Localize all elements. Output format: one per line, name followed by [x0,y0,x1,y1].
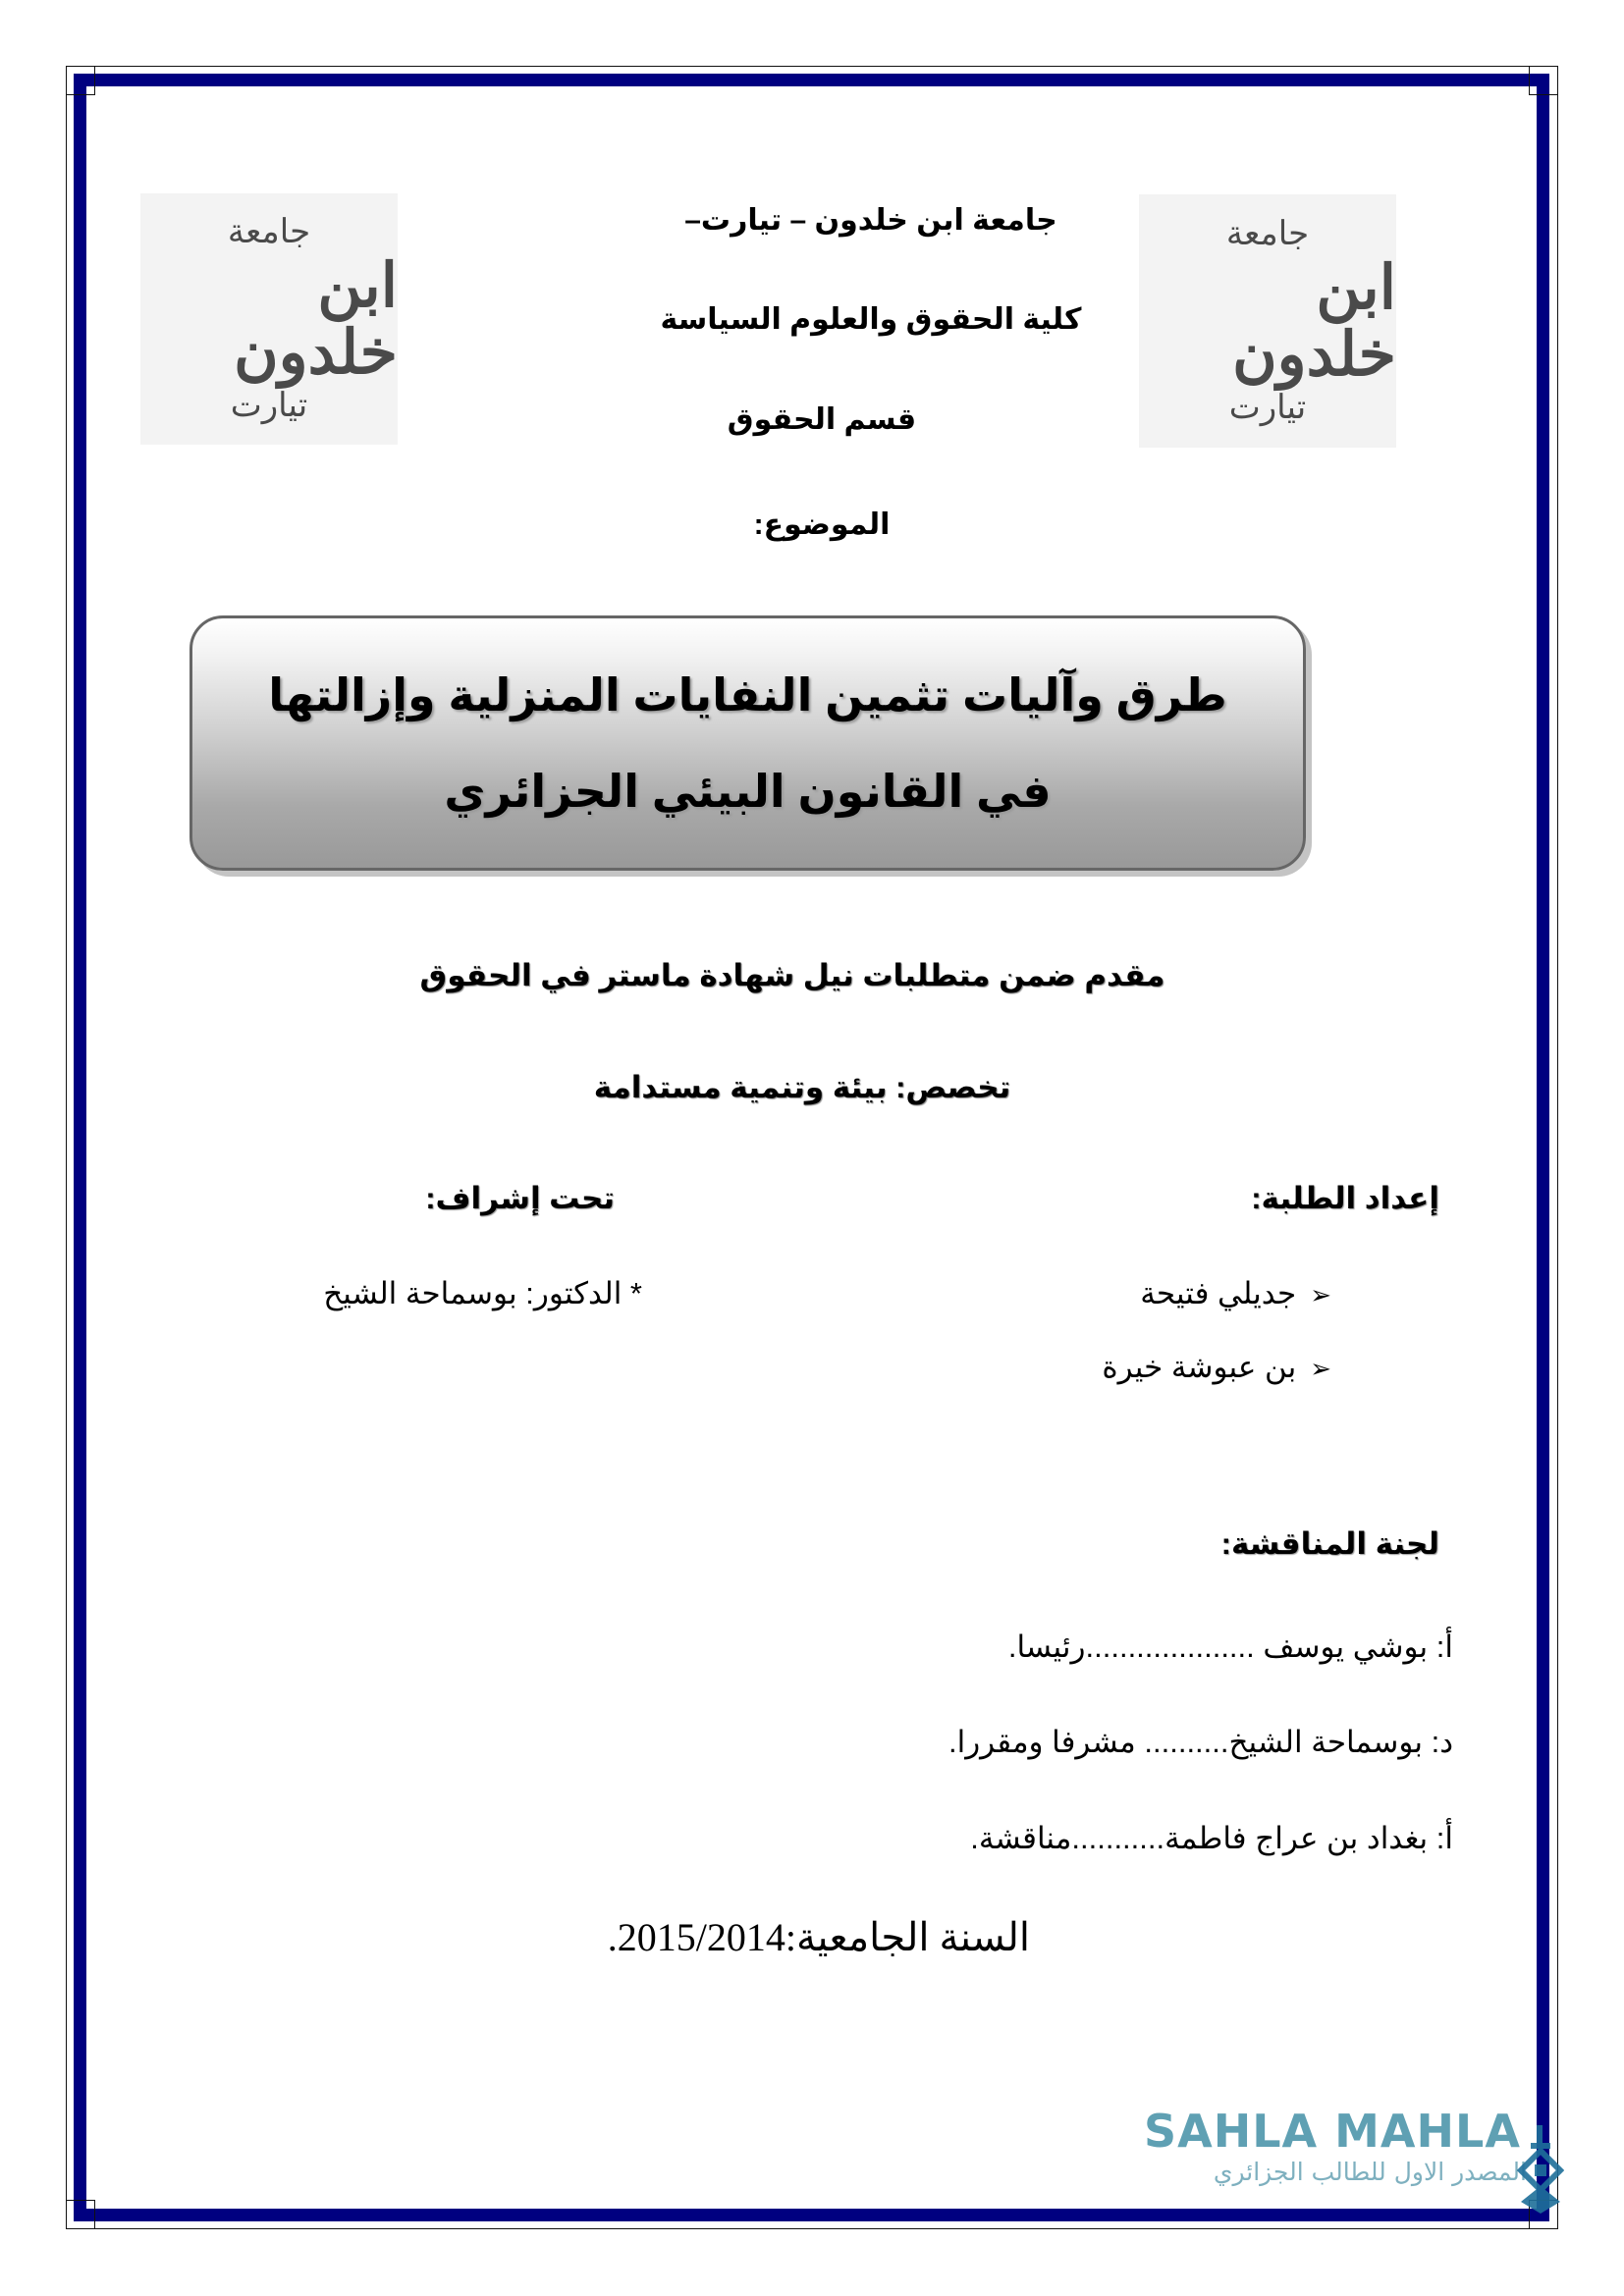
degree-statement: مقدم ضمن متطلبات نيل شهادة ماستر في الحقوق [419,958,1165,992]
supervisor-label: تحت إشراف: [425,1181,615,1215]
committee-member: أ: بوشي يوسف ....................رئيسا. [1007,1629,1453,1664]
corner-ornament-top-right [1529,66,1558,95]
subject-label: الموضوع: [753,508,891,541]
supervisor-name: * الدكتور: بوسماحة الشيخ [323,1276,642,1310]
logo-line-3: تيارت [230,386,308,426]
committee-label: لجنة المناقشة: [1220,1526,1439,1561]
logo-line-1: جامعة [227,212,311,252]
committee-member: د: بوسماحة الشيخ.......... مشرفا ومقررا. [947,1725,1453,1759]
faculty-name: كلية الحقوق والعلوم السياسة [660,303,1082,336]
academic-year: السنة الجامعية:2015/2014. [607,1915,1030,1959]
student-name: جديلي فتيحة [1140,1276,1297,1310]
logo-line-2: ابن خلدون [234,248,398,388]
arrow-bullet-icon: ➢ [1310,1354,1331,1383]
arrow-bullet-icon: ➢ [1310,1280,1331,1309]
logo-line-3: تيارت [1228,388,1307,428]
thesis-title-line-1: طرق وآليات تثمين النفايات المنزلية وإزالتها [268,669,1227,721]
sahla-mahla-watermark [1144,2105,1527,2186]
thesis-title-line-2: في القانون البيئي الجزائري [444,766,1052,817]
sahla-mahla-logo-icon [1517,2125,1564,2214]
thesis-title-box [189,615,1306,871]
department-name: قسم الحقوق [727,403,917,436]
logo-line-2: ابن خلدون [1232,250,1396,390]
corner-ornament-top-left [66,66,95,95]
watermark-brand: SAHLA MAHLA [1144,2105,1521,2158]
student-item [1140,1276,1331,1311]
watermark-tagline: المصدر الاول للطالب الجزائري [1213,2158,1527,2186]
logo-line-1: جامعة [1225,214,1310,254]
committee-member: أ: بغداد بن عراج فاطمة...........مناقشة. [970,1821,1453,1855]
corner-ornament-bottom-left [66,2200,95,2229]
university-name: جامعة ابن خلدون – تيارت– [684,204,1057,237]
students-label: إعداد الطلبة: [1251,1181,1439,1215]
student-item [1102,1350,1331,1385]
specialization: تخصص: بيئة وتنمية مستدامة [593,1070,1011,1104]
student-name: بن عبوشة خيرة [1102,1350,1297,1384]
